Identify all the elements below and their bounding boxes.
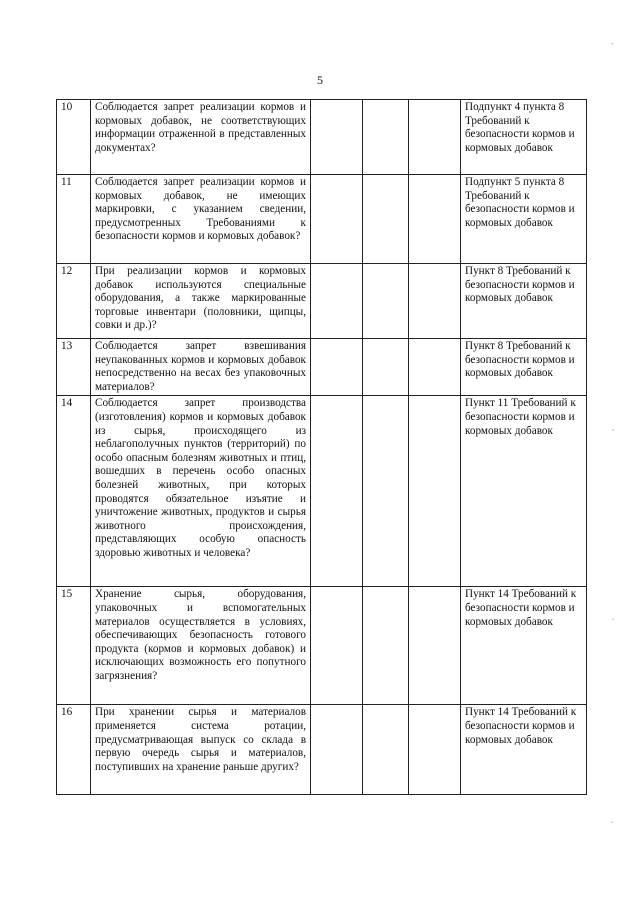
checklist-table [56,99,587,795]
requirement-text: Соблюдается запрет реализации кормов и кормовых добавок, не имеющих маркировки, с указанием сведении, предусмотренных Требованиями к безопасности кормов и кормовых добавок? [91,175,311,264]
answer-cell-no [363,705,409,795]
answer-cell-yes [311,396,363,587]
requirement-text: Соблюдается запрет производства (изготовления) кормов и кормовых добавок из сырья, происходящего из неблагополучных пунктов (территорий) по особо опасным болезням животных и птиц, вошедших в перечень особо опасных болезней животных, при которых проводятся обязательное изъятие и уничтожение животных, продуктов и сырья животного происхождения, представляющих особую опасность здоровью животных и человека? [91,396,311,587]
table-row [57,396,587,587]
answer-cell-yes [311,339,363,396]
row-number: 15 [57,587,91,705]
answer-cell-na [409,100,461,175]
row-number: 11 [57,175,91,264]
page-number: 5 [317,73,323,87]
table-row [57,175,587,264]
table-row [57,264,587,339]
answer-cell-no [363,100,409,175]
answer-cell-no [363,175,409,264]
answer-cell-no [363,339,409,396]
legal-reference: Подпункт 5 пункта 8 Требований к безопасности кормов и кормовых добавок [461,175,587,264]
row-number: 14 [57,396,91,587]
legal-reference: Пункт 8 Требований к безопасности кормов и кормовых добавок [461,264,587,339]
row-number: 12 [57,264,91,339]
table-row [57,705,587,795]
answer-cell-no [363,587,409,705]
requirement-text: Соблюдается запрет реализации кормов и кормовых добавок, не соответствующих информации отраженной в представленных документах? [91,100,311,175]
answer-cell-na [409,264,461,339]
answer-cell-yes [311,100,363,175]
row-number: 16 [57,705,91,795]
legal-reference: Пункт 14 Требований к безопасности кормов и кормовых добавок [461,587,587,705]
table-row [57,339,587,396]
answer-cell-yes [311,587,363,705]
legal-reference: Пункт 11 Требований к безопасности кормов и кормовых добавок [461,396,587,587]
answer-cell-no [363,264,409,339]
requirement-text: Соблюдается запрет взвешивания неупакованных кормов и кормовых добавок непосредственно на весах без упаковочных материалов? [91,339,311,396]
legal-reference: Пункт 14 Требований к безопасности кормов и кормовых добавок [461,705,587,795]
legal-reference: Пункт 8 Требований к безопасности кормов и кормовых добавок [461,339,587,396]
legal-reference: Подпункт 4 пункта 8 Требований к безопасности кормов и кормовых добавок [461,100,587,175]
answer-cell-na [409,587,461,705]
row-number: 10 [57,100,91,175]
scan-artifact-mark: ’ [611,42,614,50]
scan-artifact-mark: ‘ [612,617,615,625]
scan-artifact-mark: ‘ [612,428,615,436]
requirement-text: При реализации кормов и кормовых добавок используются специальные оборудования, а также маркированные торговые инвентари (половники, щипцы, совки и др.)? [91,264,311,339]
answer-cell-no [363,396,409,587]
answer-cell-na [409,705,461,795]
row-number: 13 [57,339,91,396]
table-row [57,587,587,705]
answer-cell-na [409,175,461,264]
answer-cell-yes [311,175,363,264]
answer-cell-na [409,339,461,396]
answer-cell-na [409,396,461,587]
answer-cell-yes [311,705,363,795]
table-row [57,100,587,175]
answer-cell-yes [311,264,363,339]
requirement-text: Хранение сырья, оборудования, упаковочных и вспомогательных материалов осуществляется в условиях, обеспечивающих безопасность готового продукта (кормов и кормовых добавок) и исключающих возможность его попутного загрязнения? [91,587,311,705]
scan-artifact-mark: ‘ [611,820,614,828]
requirement-text: При хранении сырья и материалов применяется система ротации, предусматривающая выпуск со склада в первую очередь сырья и материалов, поступивших на хранение раньше других? [91,705,311,795]
